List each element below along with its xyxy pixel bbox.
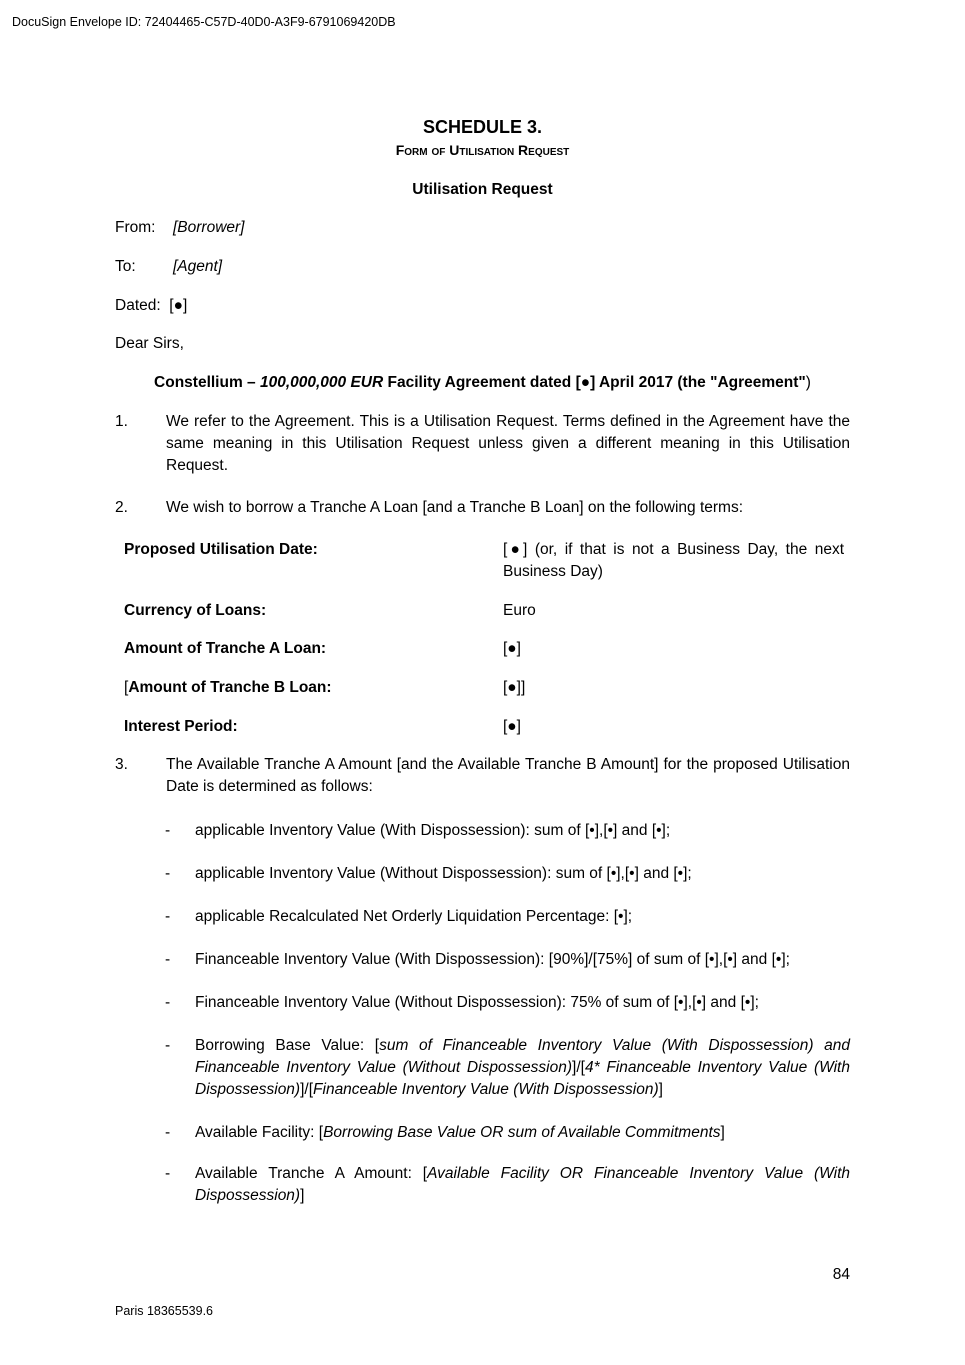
term-label: Amount of Tranche B Loan: [128,679,332,696]
bullet-italic: Borrowing Base Value OR sum of Available Commitments [323,1124,721,1141]
to-value: [Agent] [173,258,223,275]
to-field [115,256,222,278]
paragraph-number: 2. [115,499,128,516]
bullet-text-available-facility [195,1122,850,1144]
bullet-plain: ] [720,1124,725,1141]
term-value: [●] [503,640,521,657]
bullet-text-available-tranche-a [195,1163,850,1207]
agreement-heading-amount: 100,000,000 EUR [259,374,384,391]
bullet-dash: - [165,994,171,1011]
bullet-italic: Available Facility OR Financeable Inventory Value (With Dispossession) [195,1165,851,1204]
bullet-text: Financeable Inventory Value (With Dispossession): [90%]/[75%] of sum of [•],[•] and [•]; [195,951,790,968]
bullet-text-borrowing-base [195,1035,850,1101]
bullet-italic: 4* Financeable Inventory Value (With Dispossession) [195,1059,850,1098]
term-value: [●] [503,718,521,735]
term-label-row [124,677,332,699]
schedule-title: SCHEDULE 3. [422,117,543,137]
bullet-text: applicable Inventory Value (Without Dispossession): sum of [•],[•] and [•]; [195,865,692,882]
bullet-dash: - [165,865,171,882]
bullet-dash: - [165,1037,171,1054]
paragraph-text: The Available Tranche A Amount [and the Available Tranche B Amount] for the proposed Utilisation Date is determined as follows: [166,756,850,795]
bullet-plain: Available Facility: [ [195,1124,324,1141]
schedule-subtitle: Form of Utilisation Request [395,142,570,158]
bullet-italic: Financeable Inventory Value (With Dispossession) [313,1081,659,1098]
agreement-heading-close: ) [805,374,811,391]
bullet-text: applicable Inventory Value (With Dispossession): sum of [•],[•] and [•]; [195,822,671,839]
agreement-heading-part3: Facility Agreement dated [●] April 2017 (the "Agreement" [383,374,806,391]
agreement-heading-part1: Constellium – [154,374,260,391]
bullet-text: Financeable Inventory Value (Without Dispossession): 75% of sum of [•],[•] and [•]; [195,994,759,1011]
bullet-plain: Borrowing Base Value: [ [195,1037,380,1054]
bullet-plain: ]/[ [572,1059,585,1076]
bullet-text: applicable Recalculated Net Orderly Liquidation Percentage: [•]; [195,908,633,925]
from-field [115,217,245,239]
paragraph-number: 1. [115,413,128,430]
term-label: Currency of Loans: [124,602,267,619]
page-number: 84 [832,1266,850,1283]
envelope-id: DocuSign Envelope ID: 72404465-C57D-40D0-A3F9-6791069420DB [12,15,396,29]
term-value: [●] (or, if that is not a Business Day, the next Business Day) [503,541,844,580]
bullet-italic: sum of Financeable Inventory Value (With Dispossession) and Financeable Inventory Value (Without Dispossession) [195,1037,850,1076]
to-label: To: [115,258,136,275]
paragraph-text: We refer to the Agreement. This is a Utilisation Request. Terms defined in the Agreement have the same meaning in this Utilisation Request unless given a different meaning in this Utilisation Request. [166,413,850,474]
bullet-plain: ]/[ [300,1081,314,1098]
footer-reference: Paris 18365539.6 [115,1304,213,1318]
agreement-heading [0,372,965,394]
bullet-dash: - [165,1124,171,1141]
bullet-plain: Available Tranche A Amount: [ [195,1165,428,1182]
request-title: Utilisation Request [412,181,553,198]
bullet-plain: ] [658,1081,663,1098]
term-label-bracket: [ [124,679,129,696]
from-label: From: [115,219,156,236]
term-value: Euro [503,602,536,619]
bullet-plain: ] [300,1187,305,1204]
bullet-dash: - [165,1165,171,1182]
dated-field [115,295,187,317]
salutation: Dear Sirs, [115,335,184,352]
term-label: Amount of Tranche A Loan: [124,640,327,657]
term-label: Proposed Utilisation Date: [124,541,318,558]
paragraph-number: 3. [115,756,128,773]
term-label: Interest Period: [124,718,238,735]
dated-label: Dated: [115,297,161,314]
term-value: [●]] [503,679,526,696]
bullet-dash: - [165,908,171,925]
bullet-dash: - [165,951,171,968]
paragraph-text: We wish to borrow a Tranche A Loan [and a Tranche B Loan] on the following terms: [166,499,743,516]
from-value: [Borrower] [173,219,245,236]
bullet-dash: - [165,822,171,839]
dated-value: [●] [169,297,188,314]
